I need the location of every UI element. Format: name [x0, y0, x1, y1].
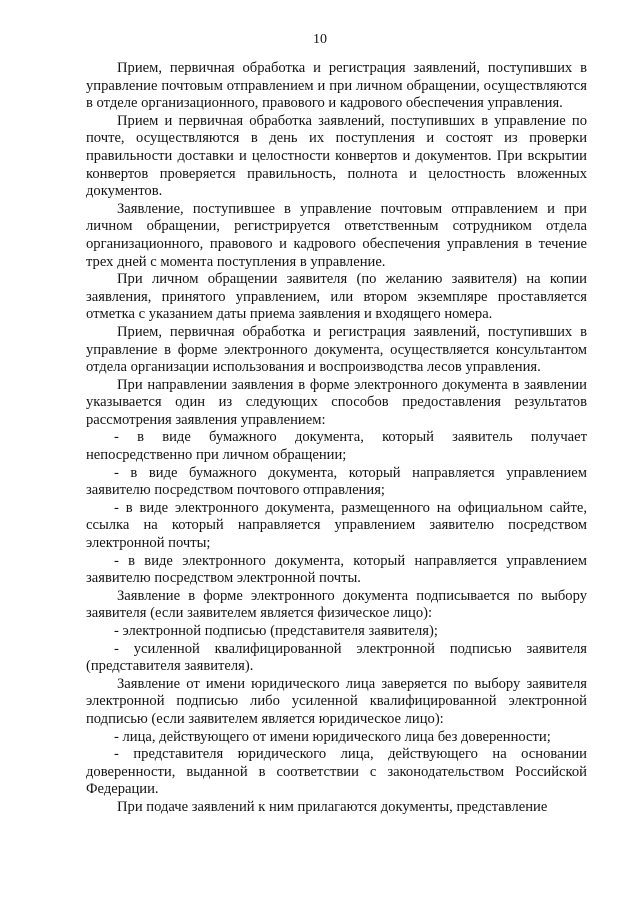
document-body: [86, 60, 587, 817]
paragraph-result-delivery-methods: При направлении заявления в форме электронного документа в заявлении указывается один из следующих способов предоставления результатов рассмотрения заявления управлением:: [86, 376, 587, 428]
list-item-paper-in-person: - в виде бумажного документа, который заявитель получает непосредственно при личном обращении;: [86, 429, 587, 464]
paragraph-electronic-reception: Прием, первичная обработка и регистрация заявлений, поступивших в управление в форме электронного документа, осуществляется консультантом отдела организации использования и воспроизводства лесов управления.: [86, 323, 587, 376]
list-item-paper-by-mail: - в виде бумажного документа, который направляется управлением заявителю посредством почтового отправления;: [86, 464, 587, 499]
list-item-representative-with-power-of-attorney: - представителя юридического лица, действующего на основании доверенности, выданной в соответствии с законодательством Российской Федерации.: [86, 746, 587, 798]
paragraph-attached-documents: При подаче заявлений к ним прилагаются документы, представление: [117, 798, 548, 815]
paragraph-legal-entity-signature: Заявление от имени юридического лица заверяется по выбору заявителя электронной подписью либо усиленной квалифицированной электронной подписью (если заявителем является юридическое лицо):: [86, 675, 587, 727]
list-item-without-power-of-attorney: - лица, действующего от имени юридического лица без доверенности;: [114, 728, 551, 745]
paragraph-mail-processing: Прием и первичная обработка заявлений, поступивших в управление по почте, осуществляются в день их поступления и состоят из проверки правильности доставки и целостности конвертов и документов. При вскрытии конвертов проверяется правильность, полнота и целостность вложенных документов.: [86, 112, 587, 200]
paragraph-registration-timing: Заявление, поступившее в управление почтовым отправлением и при личном обращении, регистрируется ответственным сотрудником отдела организационного, правового и кадрового обеспечения управления в течение трех дней с момента поступления в управление.: [86, 200, 587, 270]
paragraph-personal-visit-mark: При личном обращении заявителя (по желанию заявителя) на копии заявления, принятого управлением, или втором экземпляре проставляется отметка с указанием даты приема заявления и входящего номера.: [86, 271, 587, 323]
paragraph-individual-signature: Заявление в форме электронного документа подписывается по выбору заявителя (если заявителем является физическое лицо):: [86, 587, 587, 622]
list-item-electronic-website-link: - в виде электронного документа, размещенного на официальном сайте, ссылка на который направляется управлением заявителю посредством электронной почты;: [86, 499, 587, 552]
list-item-electronic-by-email: - в виде электронного документа, который направляется управлением заявителю посредством электронной почты.: [86, 552, 587, 587]
list-item-electronic-signature: - электронной подписью (представителя заявителя);: [114, 623, 438, 639]
paragraph-reception-registration: Прием, первичная обработка и регистрация заявлений, поступивших в управление почтовым отправлением и при личном обращении, осуществляются в отделе организационного, правового и кадрового обеспечения управления.: [86, 60, 587, 112]
list-item-qualified-signature: - усиленной квалифицированной электронной подписью заявителя (представителя заявителя).: [86, 640, 587, 675]
page-number: 10: [313, 32, 327, 47]
